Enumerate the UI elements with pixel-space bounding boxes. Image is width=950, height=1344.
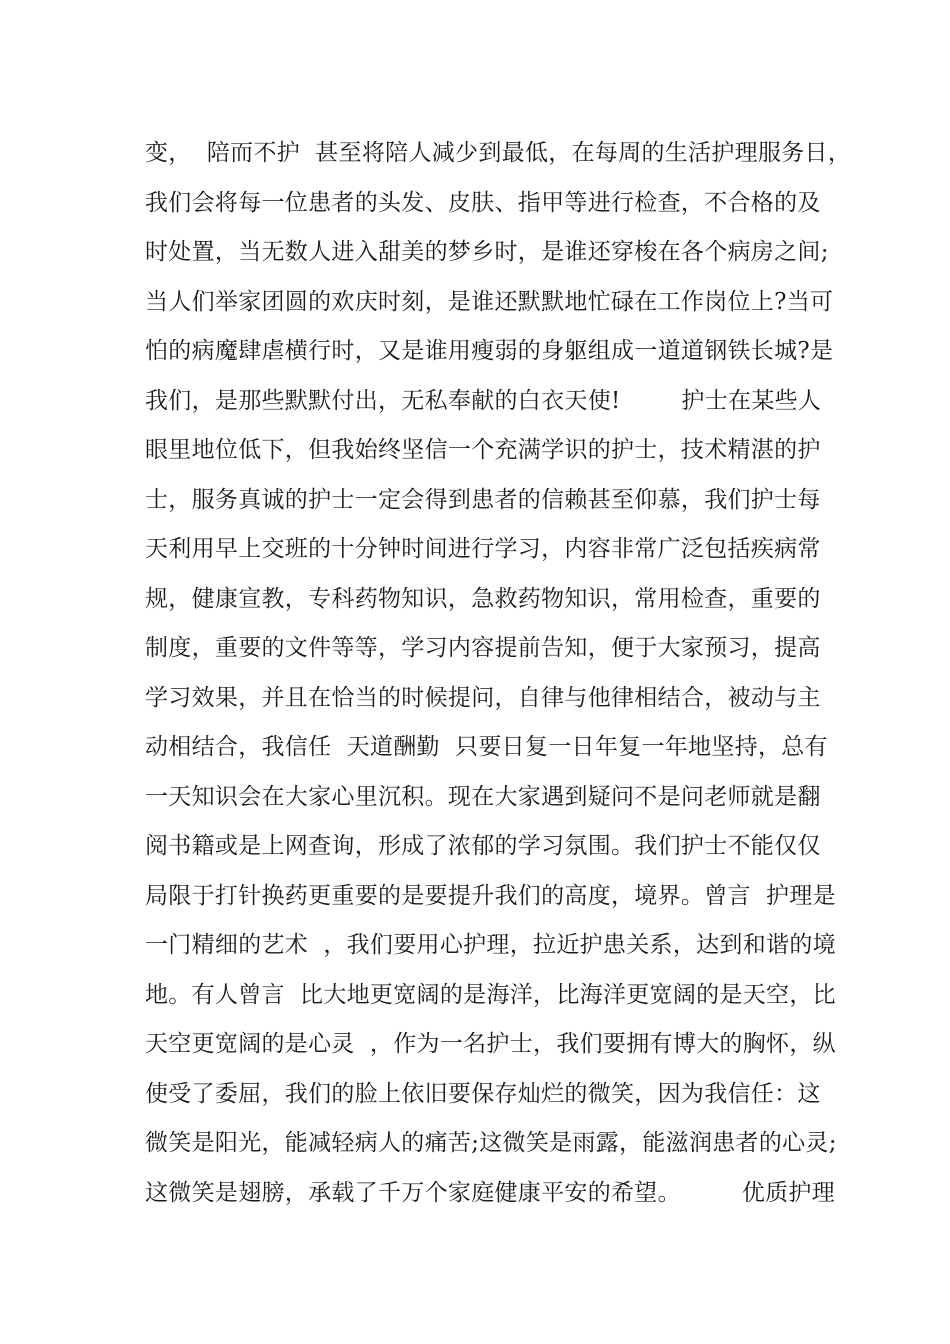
text-line: 制度，重要的文件等等，学习内容提前告知，便于大家预习，提高 <box>145 635 821 661</box>
text-line: 动相结合，我信任 天道酬勤 只要日复一日年复一年地坚持，总有 <box>145 734 828 760</box>
text-line: 变， 陪而不护 甚至将陪人减少到最低，在每周的生活护理服务日， <box>145 140 852 166</box>
text-line: 当人们举家团圆的欢庆时刻，是谁还默默地忙碌在工作岗位上?当可 <box>145 288 834 315</box>
text-line: 地。有人曾言 比大地更宽阔的是海洋，比海洋更宽阔的是天空，比 <box>145 981 836 1008</box>
text-line: 使受了委屈，我们的脸上依旧要保存灿烂的微笑，因为我信任：这 <box>145 1080 821 1107</box>
body-text <box>145 129 852 1218</box>
text-line: 阅书籍或是上网查询，形成了浓郁的学习氛围。我们护士不能仅仅 <box>145 833 821 859</box>
text-line: 我们，是那些默默付出，无私奉献的白衣天使! 护士在某些人 <box>145 387 822 414</box>
text-line: 这微笑是翅膀，承载了千万个家庭健康平安的希望。 优质护理 <box>145 1179 835 1206</box>
text-line: 一天知识会在大家心里沉积。现在大家遇到疑问不是问老师就是翻 <box>145 783 821 810</box>
text-line: 怕的病魔肆虐横行时，又是谁用瘦弱的身躯组成一道道钢铁长城?是 <box>145 338 834 364</box>
text-line: 一门精细的艺术 ，我们要用心护理，拉近护患关系，达到和谐的境 <box>145 932 836 958</box>
text-line: 微笑是阳光，能减轻病人的痛苦;这微笑是雨露，能滋润患者的心灵; <box>145 1130 837 1156</box>
text-line: 眼里地位低下，但我始终坚信一个充满学识的护士，技术精湛的护 <box>145 437 821 463</box>
text-line: 我们会将每一位患者的头发、皮肤、指甲等进行检查，不合格的及 <box>145 189 821 216</box>
text-line: 时处置，当无数人进入甜美的梦乡时，是谁还穿梭在各个病房之间; <box>145 239 829 265</box>
text-line: 天利用早上交班的十分钟时间进行学习，内容非常广泛包括疾病常 <box>145 536 821 562</box>
text-line: 士，服务真诚的护士一定会得到患者的信赖甚至仰慕，我们护士每 <box>145 486 821 513</box>
text-line: 规，健康宣教，专科药物知识，急救药物知识，常用检查，重要的 <box>145 585 821 612</box>
text-line: 天空更宽阔的是心灵 ，作为一名护士，我们要拥有博大的胸怀，纵 <box>145 1031 836 1057</box>
text-line: 局限于打针换药更重要的是要提升我们的高度，境界。曾言 护理是 <box>145 882 836 909</box>
text-line: 学习效果，并且在恰当的时候提问，自律与他律相结合，被动与主 <box>145 684 821 711</box>
